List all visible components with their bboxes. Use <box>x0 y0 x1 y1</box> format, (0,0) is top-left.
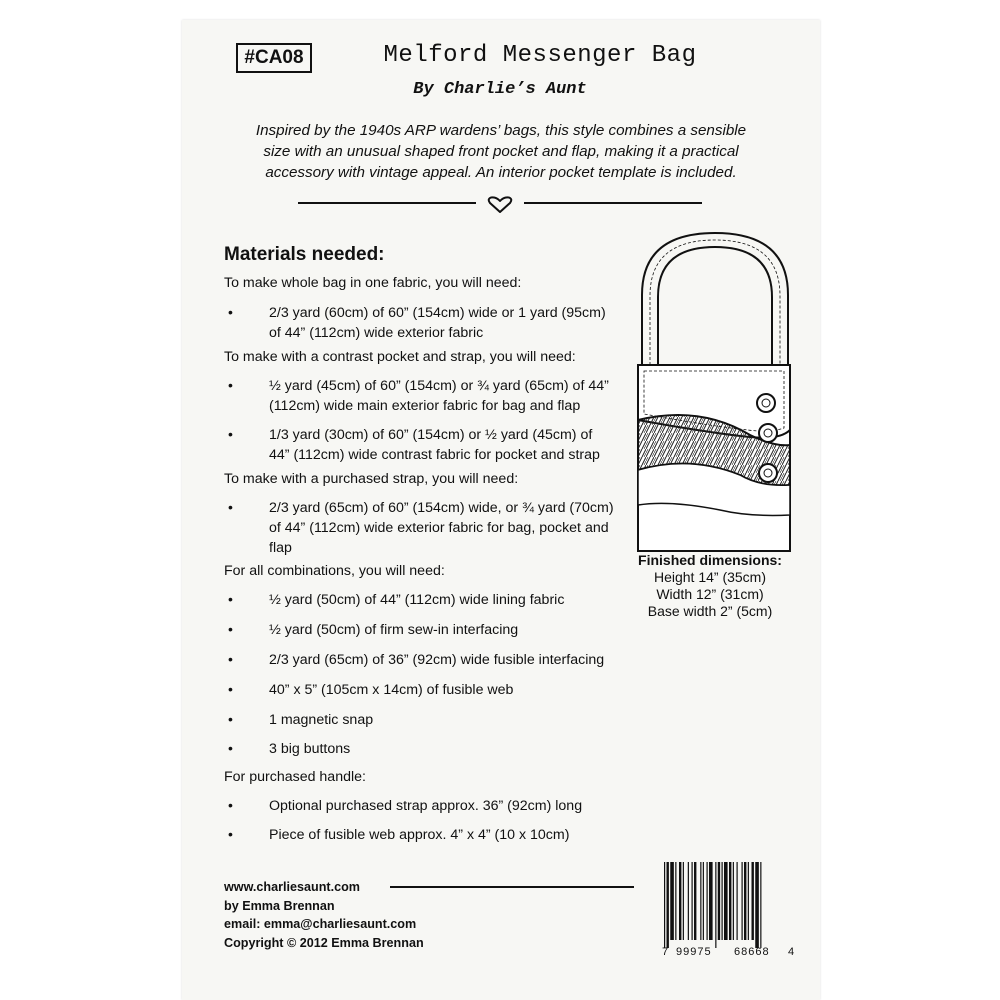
bullet-icon: • <box>228 426 233 442</box>
item-line: 2/3 yard (60cm) of 60” (154cm) wide or 1 yard (95cm) <box>269 305 606 321</box>
section-intro: For all combinations, you will need: <box>224 563 445 579</box>
intro-line: size with an unusual shaped front pocket and flap, making it a practical <box>263 143 739 160</box>
barcode-bar <box>760 862 761 948</box>
section-intro: For purchased handle: <box>224 769 366 785</box>
pattern-code-badge: #CA08 <box>236 43 312 73</box>
bullet-icon: • <box>228 377 233 393</box>
barcode-bar <box>709 862 713 940</box>
barcode-bar <box>715 862 716 948</box>
list-item: 3 big buttons <box>269 741 351 757</box>
barcode-bar <box>694 862 696 940</box>
barcode-bar <box>664 862 665 948</box>
dimensions-title: Finished dimensions: <box>638 552 782 568</box>
barcode-bar <box>744 862 746 940</box>
barcode-digit-check: 4 <box>788 946 795 958</box>
section-intro: To make with a purchased strap, you will need: <box>224 471 519 487</box>
copyright: Copyright © 2012 Emma Brennan <box>224 935 424 950</box>
bag-illustration <box>630 225 800 555</box>
item-line: 1/3 yard (30cm) of 60” (154cm) or ½ yard (45cm) of <box>269 427 593 443</box>
barcode-bar <box>688 862 689 940</box>
intro-line: accessory with vintage appeal. An interior pocket template is included. <box>265 164 737 181</box>
item-line: flap <box>269 540 292 556</box>
barcode-bar <box>733 862 734 940</box>
barcode-bar <box>703 862 704 940</box>
intro-line: Inspired by the 1940s ARP wardens’ bags, this style combines a sensible <box>255 122 747 139</box>
materials-heading: Materials needed: <box>224 244 385 265</box>
pattern-title: Melford Messenger Bag <box>383 42 697 69</box>
dimension-width: Width 12” (31cm) <box>656 586 764 602</box>
list-item <box>269 303 637 343</box>
intro-description <box>218 120 784 183</box>
barcode-digit-lead: 7 <box>662 946 669 958</box>
footer-divider <box>390 886 634 888</box>
list-item <box>269 376 637 416</box>
barcode-bar <box>667 862 669 948</box>
list-item: ½ yard (50cm) of 44” (112cm) wide lining fabric <box>269 592 565 608</box>
bullet-icon: • <box>228 711 233 727</box>
barcode-bar <box>729 862 731 940</box>
bullet-icon: • <box>228 826 233 842</box>
barcode-bar <box>679 862 681 940</box>
barcode-bar <box>748 862 749 940</box>
barcode-bar <box>724 862 728 940</box>
heart-divider <box>298 196 702 216</box>
bullet-icon: • <box>228 651 233 667</box>
barcode <box>660 862 800 948</box>
item-line: 2/3 yard (65cm) of 60” (154cm) wide, or ¾ yard (70cm) <box>269 500 614 516</box>
barcode-bar <box>718 862 720 940</box>
footer-contact <box>224 878 424 952</box>
barcode-bar <box>707 862 708 940</box>
bullet-icon: • <box>228 681 233 697</box>
list-item: 2/3 yard (65cm) of 36” (92cm) wide fusible interfacing <box>269 652 605 668</box>
dimension-base: Base width 2” (5cm) <box>647 603 773 619</box>
bullet-icon: • <box>228 591 233 607</box>
barcode-bar <box>683 862 684 940</box>
email-link[interactable]: email: emma@charliesaunt.com <box>224 917 417 931</box>
barcode-bar <box>675 862 676 940</box>
barcode-bar <box>737 862 738 940</box>
bullet-icon: • <box>228 740 233 756</box>
pattern-author: By Charlie’s Aunt <box>413 80 587 99</box>
list-item: Piece of fusible web approx. 4” x 4” (10 x 10cm) <box>269 827 570 843</box>
list-item: 1 magnetic snap <box>269 712 374 728</box>
barcode-group-2: 68668 <box>734 946 770 958</box>
website-link[interactable]: www.charliesaunt.com <box>224 880 361 894</box>
barcode-bar <box>752 862 754 940</box>
section-intro: To make with a contrast pocket and strap, you will need: <box>224 349 576 365</box>
list-item: Optional purchased strap approx. 36” (92cm) long <box>269 798 583 814</box>
bullet-icon: • <box>228 797 233 813</box>
item-line: 44” (112cm) wide contrast fabric for pocket and strap <box>269 447 600 463</box>
section-intro: To make whole bag in one fabric, you will need: <box>224 275 522 291</box>
bullet-icon: • <box>228 621 233 637</box>
barcode-bar <box>755 862 759 948</box>
list-item <box>269 498 637 558</box>
barcode-bar <box>700 862 701 940</box>
item-line: (112cm) wide main exterior fabric for bag and flap <box>269 398 581 414</box>
barcode-bar <box>670 862 674 940</box>
barcode-bar <box>742 862 743 940</box>
list-item: 40” x 5” (105cm x 14cm) of fusible web <box>269 682 514 698</box>
barcode-bar <box>722 862 723 940</box>
item-line: of 44” (112cm) wide exterior fabric <box>269 325 484 341</box>
list-item: ½ yard (50cm) of firm sew-in interfacing <box>269 622 519 638</box>
heart-icon <box>489 197 512 212</box>
list-item <box>269 425 637 465</box>
barcode-group-1: 99975 <box>676 946 712 958</box>
barcode-bar <box>692 862 693 940</box>
finished-dimensions <box>620 552 800 620</box>
dimension-height: Height 14” (35cm) <box>653 569 767 585</box>
item-line: of 44” (112cm) wide exterior fabric for bag, pocket and <box>269 520 609 536</box>
bullet-icon: • <box>228 304 233 320</box>
bullet-icon: • <box>228 499 233 515</box>
item-line: ½ yard (45cm) of 60” (154cm) or ¾ yard (65cm) of 44” <box>269 378 609 394</box>
designer-name: by Emma Brennan <box>224 898 335 913</box>
